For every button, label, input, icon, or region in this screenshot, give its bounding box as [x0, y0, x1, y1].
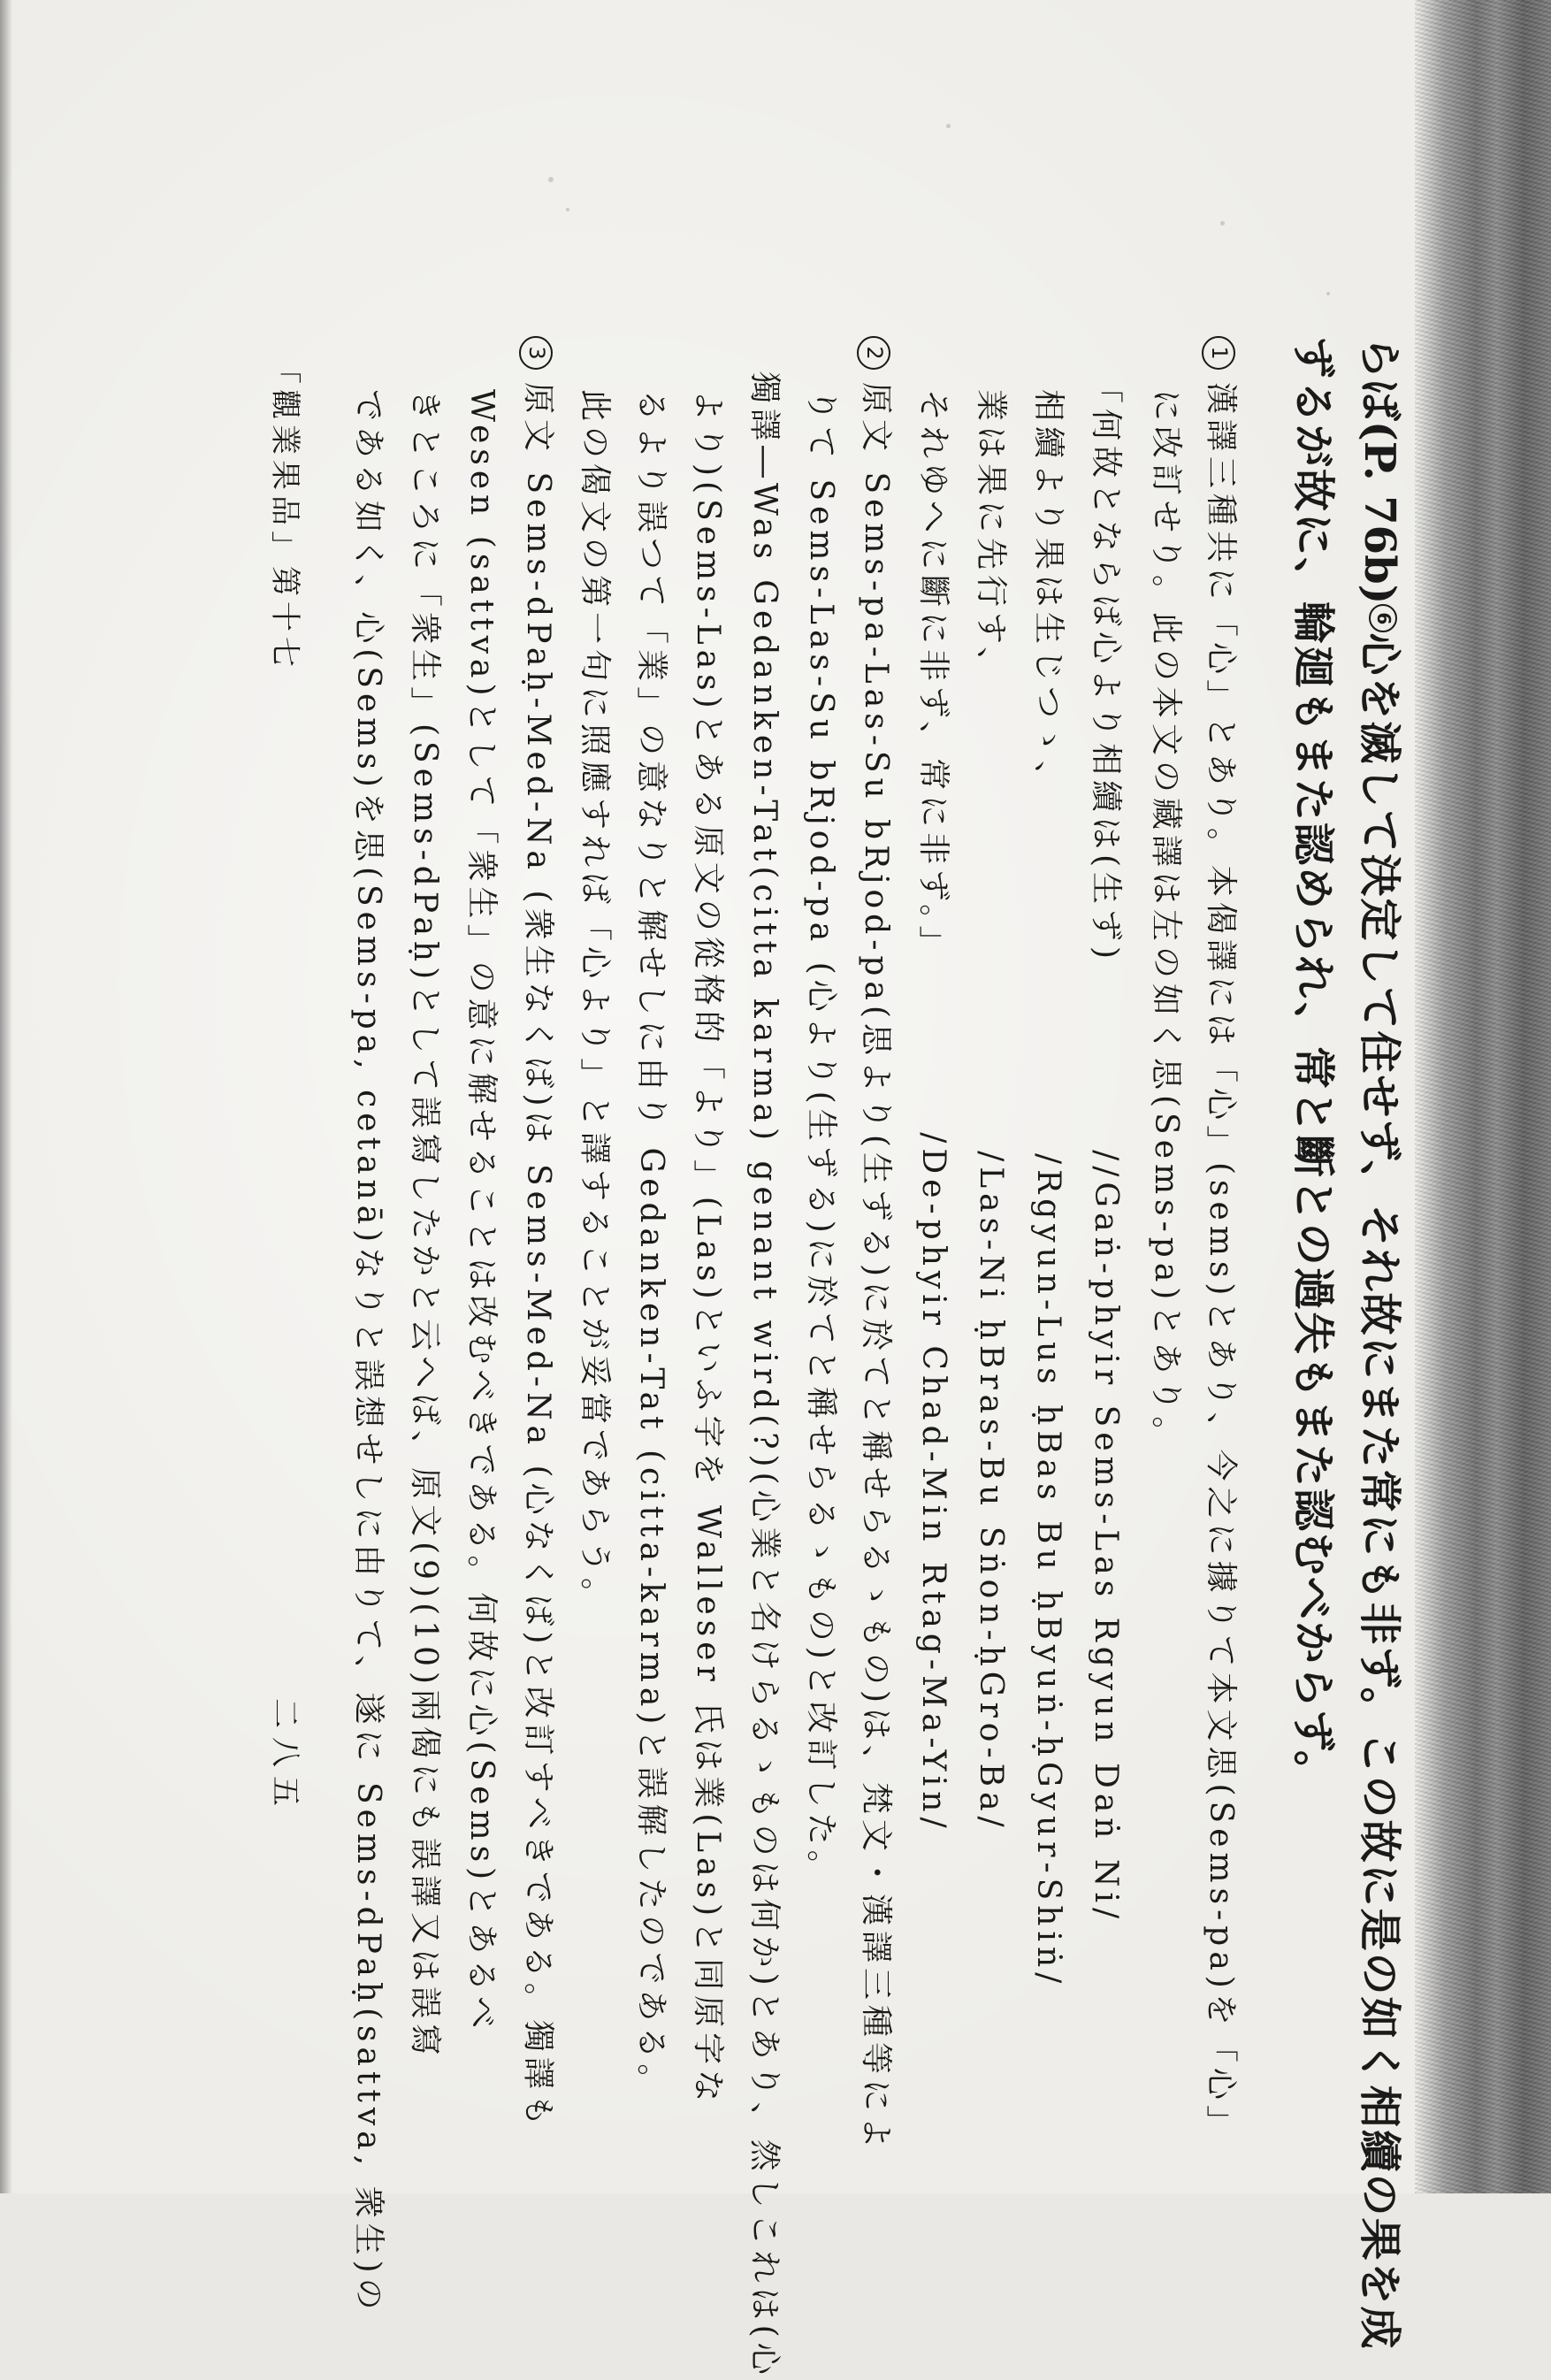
note-3-line-1	[519, 336, 555, 2131]
note-text: 原文 Sems-dPaḥ-Med-Na (衆生なくば)は Sems-Med-Na (心なくば)と改訂すべきである。獨譯も	[520, 382, 556, 2131]
main-text-line-2: ずるが故に、輪廻もまた認められ、常と斷との過失もまた認むべからず。	[1288, 336, 1338, 1795]
chapter-footer: 「觀業果品」第十七	[267, 354, 302, 672]
main-text-continuation: 心を滅して決定して住せず、それ故にまた常にも非ず。この故に是の如く相續の果を成	[1355, 632, 1404, 2351]
note-2-line-2: りて Sems-Las-Su bRjod-pa (心より(生ずる)に於てと稱せらるゝもの)と改訂した。	[803, 389, 839, 1887]
note-2-line-4: より)(Sems-Las)とある原文の從格的「より」(Las)といふ字を Walleser 氏は業(Las)と同原字な	[690, 389, 726, 2108]
note-3-line-4: である如く、心(Sems)を思(Sems-pa, cetanā)なりと誤想せしに由りて、遂に Sems-dPaḥ(sattva, 衆生)の	[350, 389, 386, 2315]
note-2-line-6: 此の偈文の第一句に照應すれば「心より」と譯することが妥當であらう。	[577, 389, 613, 1616]
main-text-prefix: らば(P. 76b)	[1355, 336, 1404, 605]
note-2-line-5: るより誤つて「業」の意なりと解せしに由り Gedanken-Tat (citta-karma)と誤解したのである。	[633, 389, 669, 2101]
scan-speck	[1220, 221, 1225, 226]
scan-left-edge	[0, 0, 12, 2193]
scan-speck	[548, 177, 554, 182]
page-number: 二八五	[267, 1698, 302, 1815]
note-text: 漢譯三種共に「心」とあり。本偈譯には「心」(sems)とあり、今之に據りて本文思(Sems-pa)を「心」	[1203, 382, 1239, 2142]
scan-speck	[1326, 292, 1330, 295]
note-1-verse-2: 相續より果は生じつゝ、 /Rgyun-Lus ḥBas Bu ḥByuṅ-ḥGyur-Shiṅ/	[1030, 389, 1066, 1989]
note-1-verse-4: それゆへに斷に非ず、常に非ず。」 /De-phyir Chad-Min Rtag-Ma-Yin/	[915, 389, 951, 1833]
rotated-text-block	[177, 336, 1415, 2380]
main-text-line-1	[1355, 336, 1404, 2351]
note-number-2: 2	[857, 336, 890, 370]
note-text: 原文 Sems-pa-Las-Su bRjod-pa(思より(生ずる)に於てと稱せらるゝもの)は、梵文・漢譯三種等によ	[858, 382, 894, 2154]
note-1-verse-1: 「何故とならば心より相續は(生ず) //Gaṅ-phyir Sems-Las Rgyun Daṅ Ni/	[1088, 371, 1124, 1925]
note-number-3: 3	[519, 336, 553, 370]
note-3-line-3: きところに「衆生」(Sems-dPaḥ)として誤寫したかと云へば、原文(9)(10)兩偈にも誤譯又は誤寫	[407, 389, 443, 2062]
document-page	[177, 336, 1415, 2380]
note-1-line-2: に改訂せり。此の本文の藏譯は左の如く思(Sems-pa)とあり。	[1148, 389, 1184, 1454]
scan-speck	[566, 208, 569, 211]
note-2-line-1	[857, 336, 893, 2154]
note-number-1: 1	[1202, 336, 1235, 370]
note-1-verse-3: 業は果に先行す、 /Las-Ni ḥBras-Bu Sṅon-ḥGro-Ba/	[973, 389, 1009, 1833]
binding-gutter	[1415, 0, 1551, 2193]
note-1-line-1	[1202, 336, 1238, 2142]
note-2-line-3: 獨譯―Was Gedanken-Tat(citta karma) genant wird(?)(心業と名けらるゝものは何か)とあり、然しこれは(心	[746, 371, 783, 2380]
note-3-line-2: Wesen (sattva)として「衆生」の意に解せることは改むべきである。何故に心(Sems)とあるべ	[463, 389, 500, 2034]
main-note-ref: 6	[1369, 604, 1397, 632]
scan-speck	[946, 124, 951, 128]
